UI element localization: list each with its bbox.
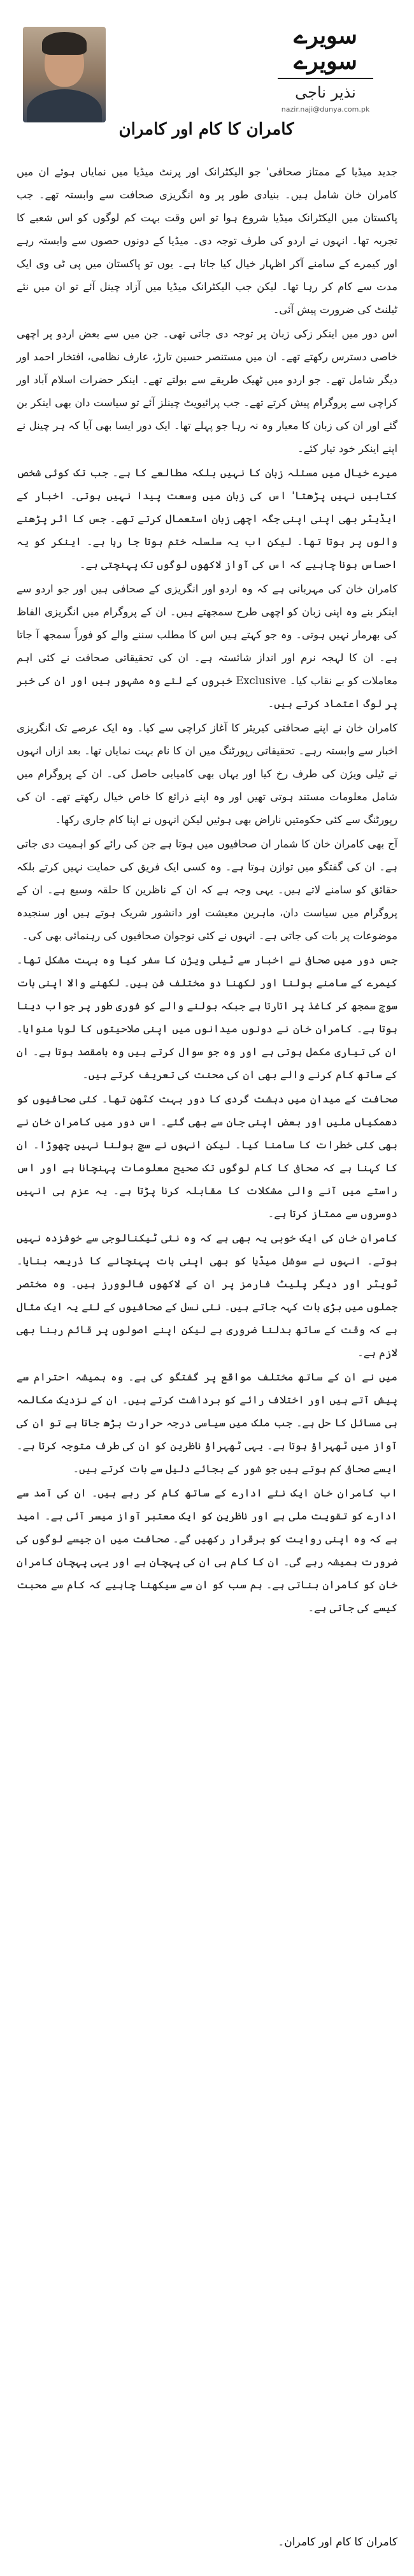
article-body xyxy=(17,161,397,1621)
paragraph: کامران خان کی مہربانی ہے کہ وہ اردو اور انگریزی کے صحافی ہیں اور جو اردو سے اینکر بنے وہ اپنی زبان کو اچھی طرح سمجھتے ہیں۔ ان کے پروگرام میں انگریزی الفاظ کی بھرمار نہیں ہوتی۔ وہ جو کہتے ہیں اس کا مطلب سننے والے کو فوراً سمجھ آ جاتا ہے۔ ان کا لہجہ نرم اور انداز شائستہ ہے۔ ان کی تحقیقاتی صحافت نے کئی اہم معاملات کو بے نقاب کیا۔ Exclusive خبروں کے لئے وہ مشہور ہیں اور ان کی خبر پر لوگ اعتماد کرتے ہیں۔ xyxy=(17,583,397,710)
paragraph: میں نے ان کے ساتھ مختلف مواقع پر گفتگو کی ہے۔ وہ ہمیشہ احترام سے پیش آتے ہیں اور اختلاف رائے کو برداشت کرتے ہیں۔ ان کے نزدیک مکالمہ ہی مسائل کا حل ہے۔ جب ملک میں سیاسی درجہ حرارت بڑھ جاتا ہے تو ان کی آواز میں ٹھہراؤ ہوتا ہے۔ یہی ٹھہراؤ ناظرین کو ان کی طرف متوجہ کرتا ہے۔ ایسے صحافی کم ہوتے ہیں جو شور کے بجائے دلیل سے بات کرتے ہیں۔ xyxy=(17,1371,397,1475)
author-photo-hair xyxy=(42,32,87,55)
column-header xyxy=(17,23,397,144)
paragraph: میرے خیال میں مسئلہ زبان کا نہیں بلکہ مطالعے کا ہے۔ جب تک کوئی شخص کتابیں نہیں پڑھتا' اس کی زبان میں وسعت پیدا نہیں ہوتی۔ اخبار کے ایڈیٹر بھی اپنی اپنی جگہ اچھی زبان استعمال کرتے تھے۔ جس کا اثر پڑھنے والوں پر ہوتا تھا۔ لیکن اب یہ سلسلہ ختم ہوتا جا رہا ہے۔ اینکر کو یہ احساس ہونا چاہیے کہ اس کی آواز لاکھوں لوگوں تک پہنچتی ہے۔ xyxy=(17,467,397,571)
paragraph: آج بھی کامران خان کا شمار ان صحافیوں میں ہوتا ہے جن کی رائے کو اہمیت دی جاتی ہے۔ ان کی گفتگو میں توازن ہوتا ہے۔ وہ کسی ایک فریق کی حمایت نہیں کرتے بلکہ حقائق کو سامنے لاتے ہیں۔ یہی وجہ ہے کہ ان کے ناظرین کا حلقہ وسیع ہے۔ ان کے پروگرام میں سیاست دان، ماہرین معیشت اور دانشور شریک ہوتے ہیں اور سنجیدہ موضوعات پر بات کی جاتی ہے۔ انہوں نے کئی نوجوان صحافیوں کی رہنمائی بھی کی۔ xyxy=(17,838,397,942)
paragraph: جدید میڈیا کے ممتاز صحافی' جو الیکٹرانک اور پرنٹ میڈیا میں نمایاں ہوئے ان میں کامران خان شامل ہیں۔ بنیادی طور پر وہ انگریزی صحافت سے وابستہ تھے۔ جب پاکستان میں الیکٹرانک میڈیا شروع ہوا تو اس وقت بہت کم لوگوں کو اس شعبے کا تجربہ تھا۔ انہوں نے اردو کی طرف توجہ دی۔ میڈیا کے دونوں حصوں سے وابستہ رہے اور کیمرے کے سامنے آکر اظہار خیال کیا جاتا ہے۔ یوں تو پاکستان میں پی ٹی وی ایک مدت سے کام کر رہا تھا۔ لیکن جب الیکٹرانک میڈیا میں آزاد چینل آئے تو ان میں نئے ٹیلنٹ کی ضرورت پیش آئی۔ xyxy=(17,166,397,316)
paragraph: کامران خان نے اپنے صحافتی کیریئر کا آغاز کراچی سے کیا۔ وہ ایک عرصے تک انگریزی اخبار سے وابستہ رہے۔ تحقیقاتی رپورٹنگ میں ان کا نام بہت نمایاں تھا۔ بعد ازاں انہوں نے ٹیلی ویژن کی طرف رخ کیا اور یہاں بھی کامیابی حاصل کی۔ ان کے پروگرام میں شامل معلومات مستند ہوتی تھیں اور وہ اپنے ذرائع کا خاص خیال رکھتے تھے۔ ان کی رپورٹنگ سے کئی حکومتیں ناراض بھی ہوئیں لیکن انہوں نے اپنا کام جاری رکھا۔ xyxy=(17,722,397,826)
author-photo-shoulders xyxy=(27,89,102,122)
column-brand xyxy=(259,23,392,119)
paragraph: اس دور میں اینکر زکی زبان پر توجہ دی جاتی تھی۔ جن میں سے بعض اردو پر اچھی خاصی دسترس رکھتے تھے۔ ان میں مستنصر حسین تارڑ، عارف نظامی، افتخار احمد اور دیگر شامل تھے۔ جو اردو میں ٹھیک طریقے سے بولتے تھے۔ اینکر حضرات اسلام آباد اور کراچی سے پروگرام پیش کرتے تھے۔ جب پرائیویٹ چینلز آئے تو سیاست دان بھی اینکر بن گئے اور ان کی زبان کا معیار وہ نہ رہا جو پہلے تھا۔ ایک دور ایسا بھی آیا کہ ہر چینل نے اپنے اینکر خود تیار کئے۔ xyxy=(17,328,397,455)
paragraph: صحافت کے میدان میں دہشت گردی کا دور بہت کٹھن تھا۔ کئی صحافیوں کو دھمکیاں ملیں اور بعض اپنی جان سے بھی گئے۔ اس دور میں کامران خان نے بھی کئی خطرات کا سامنا کیا۔ لیکن انہوں نے سچ بولنا نہیں چھوڑا۔ ان کا کہنا ہے کہ صحافی کا کام لوگوں تک صحیح معلومات پہنچانا ہے اور اس راستے میں آنے والی مشکلات کا مقابلہ کرنا پڑتا ہے۔ یہ عزم ہی انہیں دوسروں سے ممتاز کرتا ہے۔ xyxy=(17,1093,397,1220)
article-column xyxy=(17,0,397,2576)
author-photo xyxy=(23,27,106,122)
paragraph: اب کامران خان ایک نئے ادارے کے ساتھ کام کر رہے ہیں۔ ان کی آمد سے ادارے کو تقویت ملی ہے اور ناظرین کو ایک معتبر آواز میسر آئی ہے۔ امید ہے کہ وہ اپنی روایت کو برقرار رکھیں گے۔ صحافت میں ان جیسے لوگوں کی ضرورت ہمیشہ رہے گی۔ ان کا کام ہی ان کی پہچان ہے اور یہی پہچان کامران خان کو کامران بناتی ہے۔ ہم سب کو ان سے سیکھنا چاہیے کہ کام سے محبت کیسے کی جاتی ہے۔ xyxy=(17,1487,397,1614)
author-email: nazir.naji@dunya.com.pk xyxy=(281,105,370,113)
author-name: نذیر ناجی xyxy=(295,84,356,101)
closing-line: کامران کا کام اور کامران۔ xyxy=(278,2536,397,2549)
article-headline: کامران کا کام اور کامران xyxy=(118,120,294,139)
paragraph: جس دور میں صحافی نے اخبار سے ٹیلی ویژن کا سفر کیا وہ بہت مشکل تھا۔ کیمرے کے سامنے بولنا اور لکھنا دو مختلف فن ہیں۔ لکھنے والا اپنی بات سوچ سمجھ کر کاغذ پر اتارتا ہے جبکہ بولنے والے کو فوری طور پر جواب دینا ہوتا ہے۔ کامران خان نے دونوں میدانوں میں اپنی صلاحیتوں کا لوہا منوایا۔ ان کی تیاری مکمل ہوتی ہے اور وہ جو سوال کرتے ہیں وہ بامقصد ہوتا ہے۔ ان کے ساتھ کام کرنے والے بھی ان کی محنت کی تعریف کرتے ہیں۔ xyxy=(17,954,397,1081)
title-divider xyxy=(278,78,373,79)
column-title: سویرے سویرے xyxy=(294,22,357,75)
paragraph: کامران خان کی ایک خوبی یہ بھی ہے کہ وہ نئی ٹیکنالوجی سے خوفزدہ نہیں ہوتے۔ انہوں نے سوشل میڈیا کو بھی اپنی بات پہنچانے کا ذریعہ بنایا۔ ٹویٹر اور دیگر پلیٹ فارمز پر ان کے لاکھوں فالوورز ہیں۔ وہ مختصر جملوں میں بڑی بات کہہ جاتے ہیں۔ نئی نسل کے صحافیوں کے لئے یہ ایک مثال ہے کہ وقت کے ساتھ بدلنا ضروری ہے لیکن اپنے اصولوں پر قائم رہنا بھی لازم ہے۔ xyxy=(17,1232,397,1359)
